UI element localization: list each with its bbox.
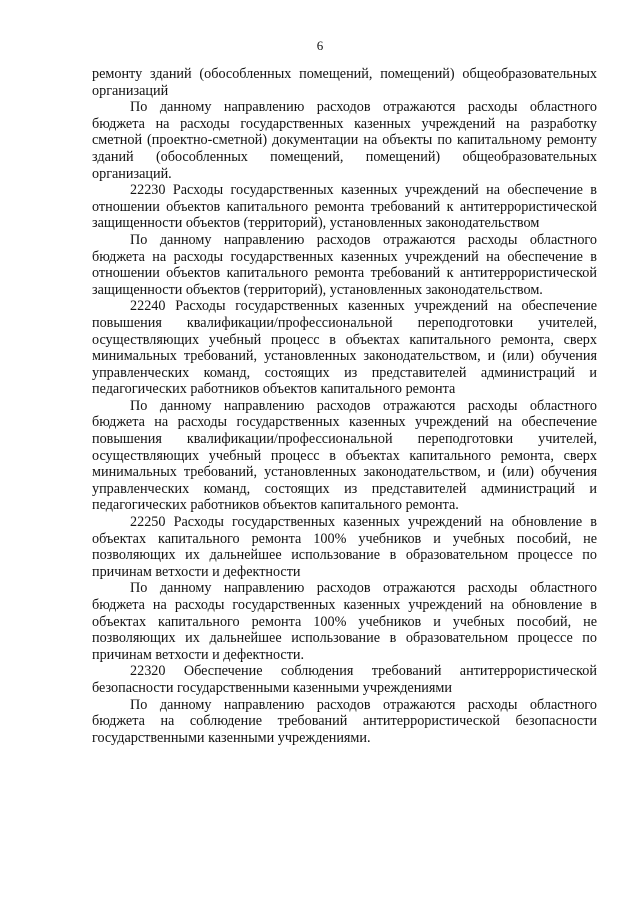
page-number: 6	[316, 38, 324, 53]
paragraph-continuation: ремонту зданий (обособленных помещений, помещений) общеобразовательных организаций	[92, 66, 597, 99]
paragraph-description: По данному направлению расходов отражаются расходы областного бюджета на расходы государственных казенных учреждений на обеспечение повышения квалификации/профессиональной переподготовки учителей, осуществляющих учебный процесс в объектах капитального ремонта, сверх минимальных требований, установленных законодательством, и (или) обучения управленческих команд, состоящих из представителей администраций и педагогических работников объектов капитального ремонта.	[92, 397, 597, 514]
document-body	[92, 66, 597, 746]
paragraph-description: По данному направлению расходов отражаются расходы областного бюджета на расходы государственных казенных учреждений на обеспечение в отношении объектов капитального ремонта требований к антитеррористической защищенности объектов (территорий), установленных законодательством.	[92, 231, 597, 298]
paragraph-heading-22240: 22240 Расходы государственных казенных учреждений на обеспечение повышения квалификации/профессиональной переподготовки учителей, осуществляющих учебный процесс в объектах капитального ремонта, сверх минимальных требований, установленных законодательством, и (или) обучения управленческих команд, состоящих из представителей администраций и педагогических работников объектов капитального ремонта	[92, 298, 597, 398]
paragraph-description: По данному направлению расходов отражаются расходы областного бюджета на соблюдение требований антитеррористической безопасности государственными казенными учреждениями.	[92, 696, 597, 746]
paragraph-heading-22250: 22250 Расходы государственных казенных учреждений на обновление в объектах капитального ремонта 100% учебников и учебных пособий, не позволяющих их дальнейшее использование в образовательном процессе по причинам ветхости и дефектности	[92, 514, 597, 580]
paragraph-heading-22230: 22230 Расходы государственных казенных учреждений на обеспечение в отношении объектов капитального ремонта требований к антитеррористической защищенности объектов (территорий), установленных законодательством	[92, 182, 597, 232]
paragraph-description: По данному направлению расходов отражаются расходы областного бюджета на расходы государственных казенных учреждений на разработку сметной (проектно-сметной) документации на объекты по капитальному ремонту зданий (обособленных помещений, помещений) общеобразовательных организаций.	[92, 99, 597, 182]
paragraph-heading-22320: 22320 Обеспечение соблюдения требований антитеррористической безопасности государственными казенными учреждениями	[92, 663, 597, 696]
paragraph-description: По данному направлению расходов отражаются расходы областного бюджета на расходы государственных казенных учреждений на обновление в объектах капитального ремонта 100% учебников и учебных пособий, не позволяющих их дальнейшее использование в образовательном процессе по причинам ветхости и дефектности.	[92, 580, 597, 663]
